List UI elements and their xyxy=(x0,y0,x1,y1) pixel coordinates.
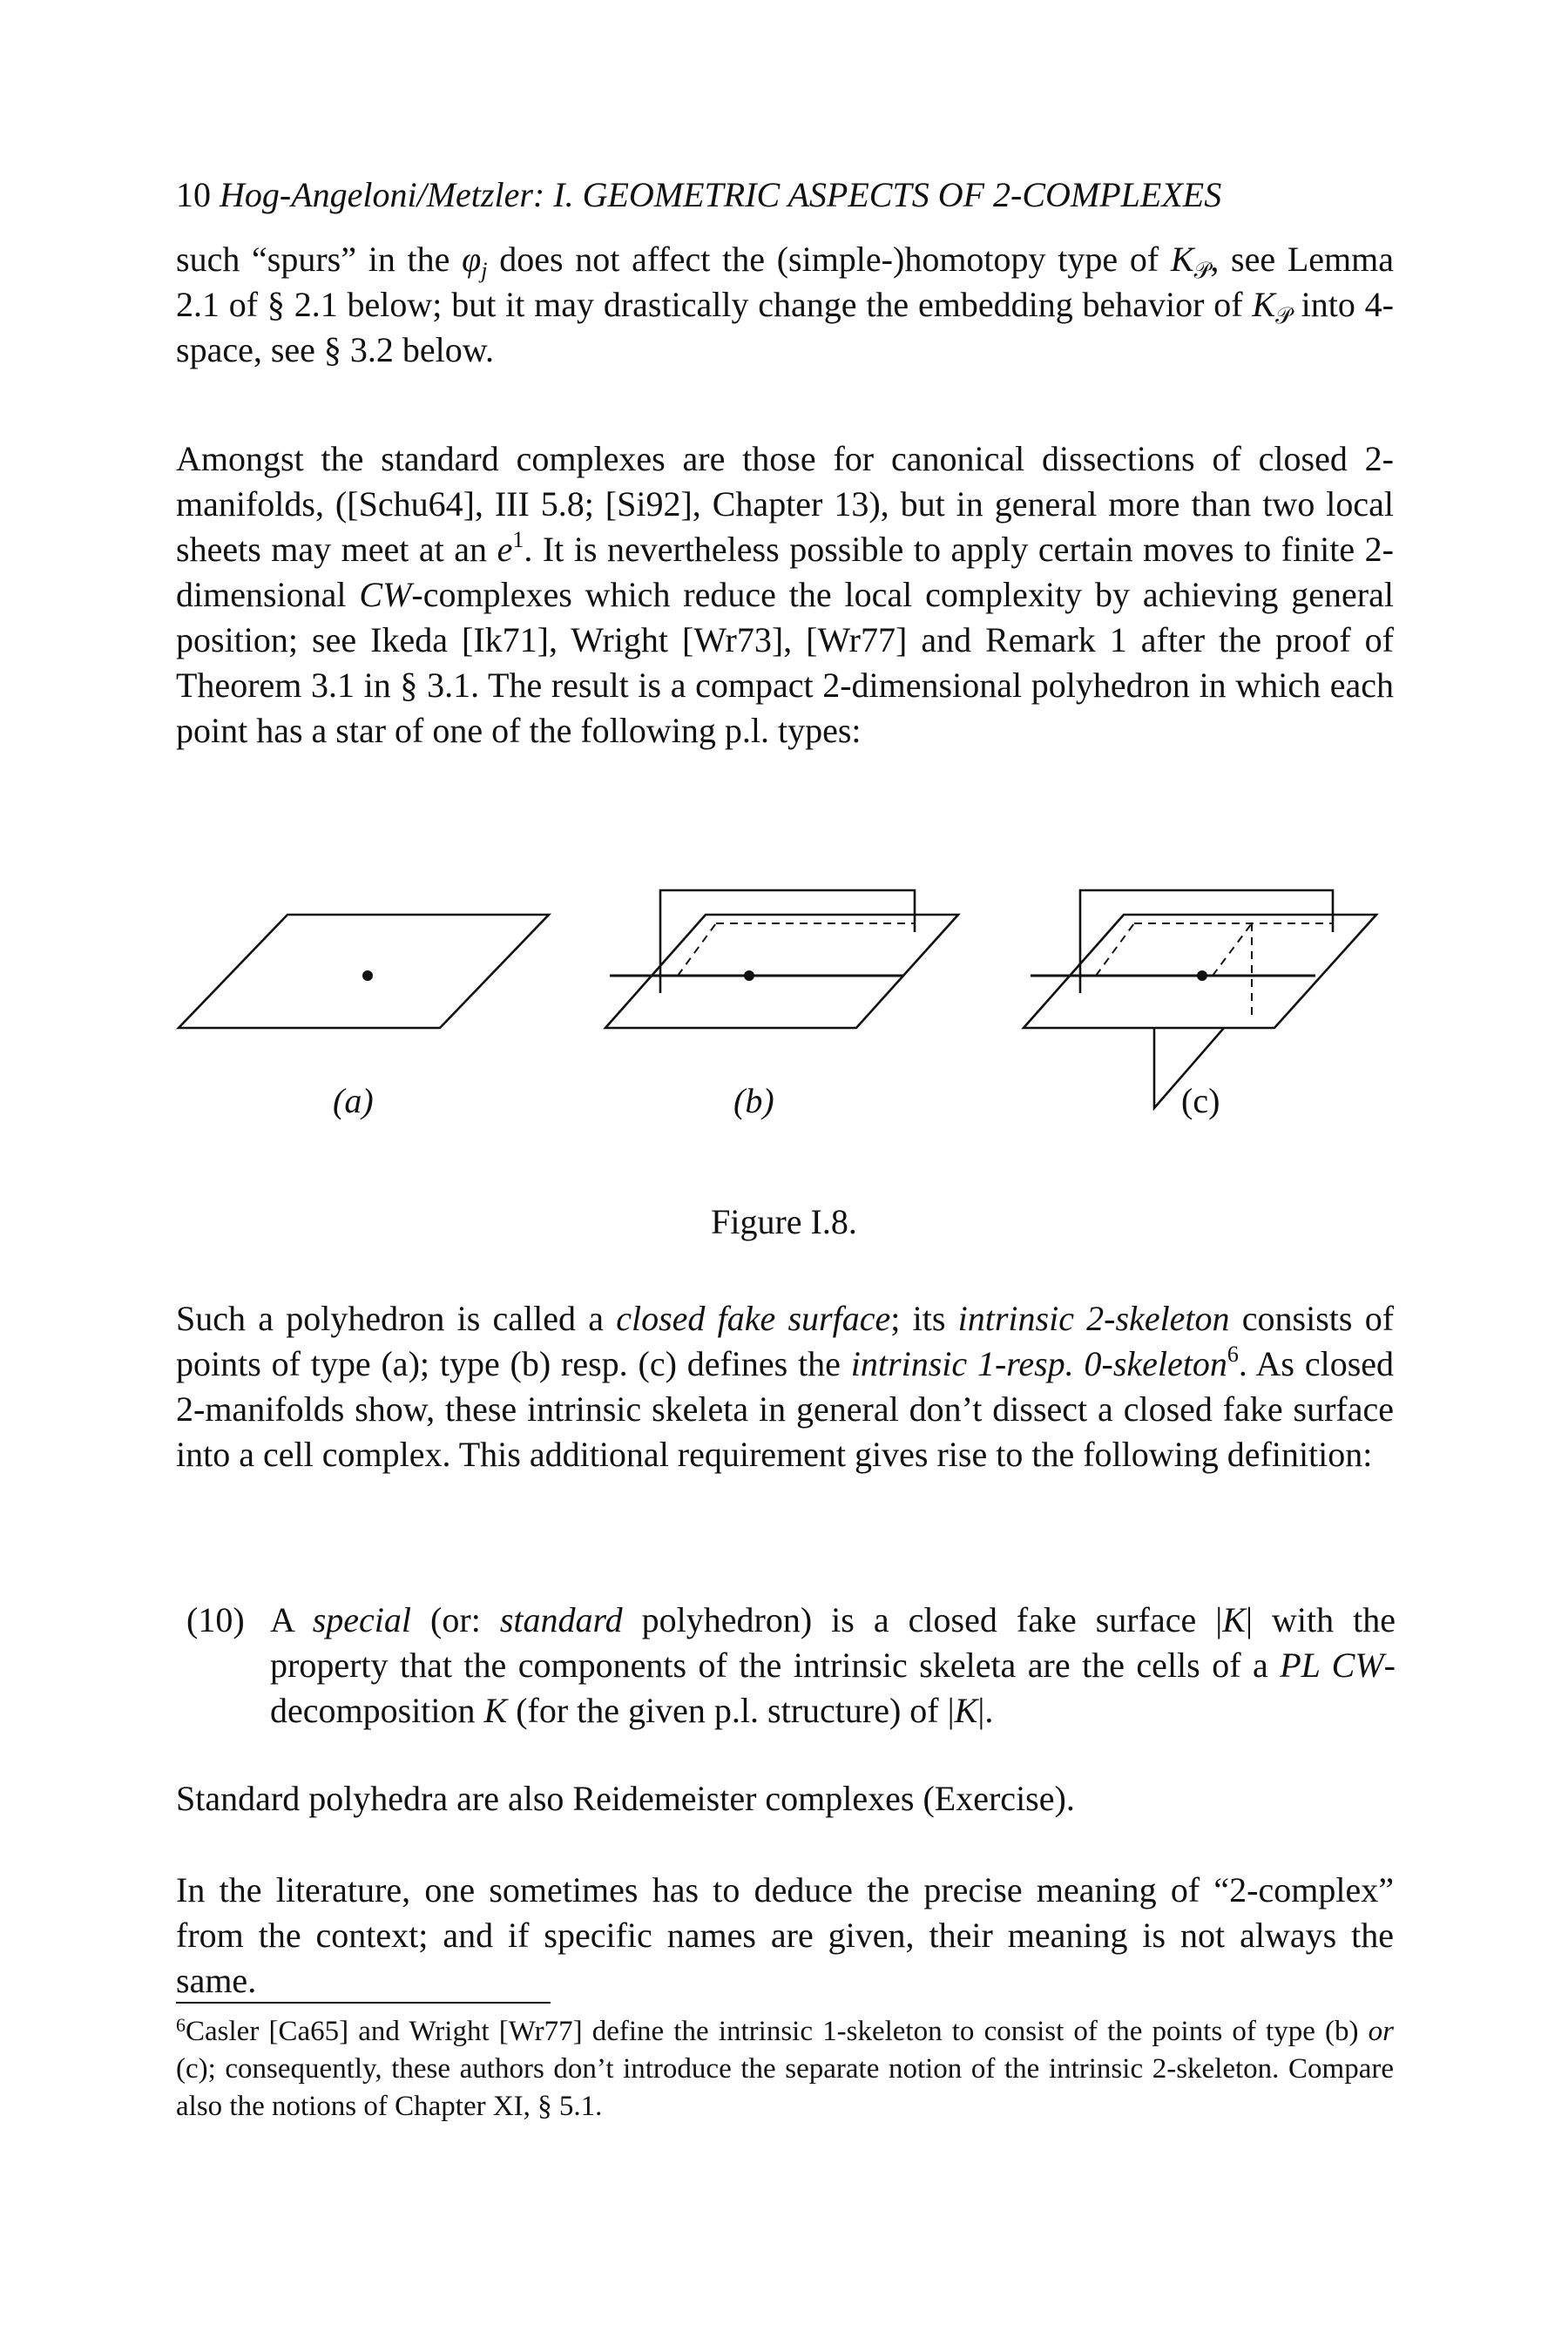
math-cw: CW xyxy=(359,575,412,614)
figure-label-c: (c) xyxy=(1181,1081,1220,1120)
math-K: K xyxy=(1252,285,1276,324)
paragraph-reidemeister: Standard polyhedra are also Reidemeister complexes (Exercise). xyxy=(176,1779,1075,1818)
math-e: e xyxy=(497,530,513,569)
math-K: K xyxy=(1170,240,1194,279)
sheet-b-horizontal xyxy=(605,915,958,1028)
footnote-marker: 6 xyxy=(1227,1342,1239,1367)
paragraph-standard-complexes: Amongst the standard complexes are those for canonical dissections of closed 2-manifolds, ([Schu64], III 5.8; [Si92], Chapter 13), but in general more than two local sheets may meet at an $e^1$. It is nevertheless possible to apply certain moves to finite 2-dimensional CW-complexes which reduce the local complexity by achieving general position; see Ikeda [Ik71], Wright [Wr73], [Wr77] and Remark 1 after the proof of Theorem 3.1 in § 3.1. The result is a compact 2-dimensional polyhedron in which each point has a star of one of the following p.l. types: xyxy=(176,439,1394,750)
footnote-rule xyxy=(176,2002,551,2004)
paragraph-fake-surface: Such a polyhedron is called a closed fake surface; its intrinsic 2-skeleton consists of points of type (a); type (b) resp. (c) defines the intrinsic 1-resp. 0-skeleton$^6$. As closed 2-manifolds show, these intrinsic skeleta in general don’t dissect a closed fake surface into a cell complex. This additional requirement gives rise to the following definition: xyxy=(176,1299,1395,1474)
sheet-a xyxy=(179,915,549,1028)
figure-label-a: (a) xyxy=(333,1081,374,1120)
running-title: Hog-Angeloni/Metzler: I. GEOMETRIC ASPECTS OF 2-COMPLEXES xyxy=(220,175,1222,214)
footnote-6: $^6$Casler [Ca65] and Wright [Wr77] define the intrinsic 1-skeleton to consist of the points of type (b) or (c); consequently, these authors don’t introduce the separate notion of the intrinsic 2-skeleton. Compare also the notions of Chapter XI, § 5.1. xyxy=(176,2014,1394,2122)
paragraph-spurs: such “spurs” in the $\varphi_j$ does not affect the (simple-)homotopy type of $K_𝒫$, see Lemma 2.1 of § 2.1 below; but it may drastically change the embedding behavior of $K_𝒫$ into 4-space, see § 3.2 below. xyxy=(176,240,1395,369)
figure-star-types xyxy=(0,854,1568,1220)
sheet-b-vertical xyxy=(660,890,915,993)
definition-body: A special (or: standard polyhedron) is a closed fake surface |K| with the property that the components of the intrinsic skeleta are the cells of a PL CW-decomposition K (for the given p.l. structure) of |K|. xyxy=(270,1600,1396,1730)
page-number: 10 xyxy=(176,175,211,214)
paragraph-literature: In the literature, one sometimes has to deduce the precise meaning of “2-complex” from the context; and if specific names are given, their meaning is not always the same. xyxy=(176,1870,1394,2000)
definition-10 xyxy=(186,1598,1396,1734)
figure-caption: Figure I.8. xyxy=(711,1202,857,1241)
footnote-number: 6 xyxy=(176,2014,186,2036)
math-phi: φ xyxy=(462,240,482,279)
figure-label-b: (b) xyxy=(733,1081,774,1120)
definition-label: (10) xyxy=(186,1600,245,1639)
figure-drawing xyxy=(0,854,1568,1220)
point-a xyxy=(362,970,373,981)
running-header xyxy=(176,172,1396,218)
